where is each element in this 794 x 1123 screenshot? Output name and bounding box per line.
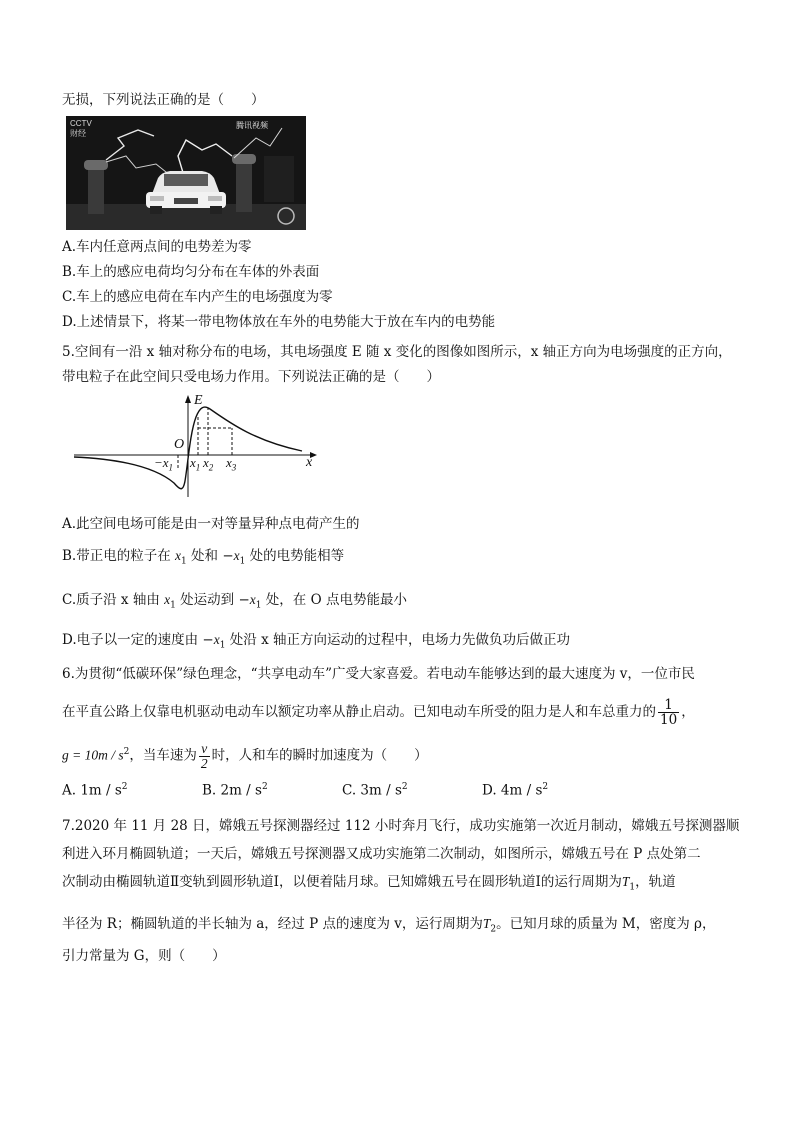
q7-t2: T: [482, 916, 491, 931]
q6-option-b-sup: 2: [261, 782, 268, 792]
q5-option-c: [62, 590, 407, 616]
q6-option-c-sup: 2: [401, 782, 408, 792]
x1-label: [190, 455, 200, 473]
q5-option-a: A.此空间电场可能是由一对等量异种点电荷产生的: [62, 516, 360, 532]
q6-line2-text: 在平直公路上仅靠电机驱动电动车以额定功率从静止启动。已知电动车所受的阻力是人和车总重力的: [62, 704, 656, 720]
q7-stem-line3: [62, 872, 676, 898]
origin-label: O: [174, 437, 185, 452]
q5-b-mid: 处和 −: [186, 548, 234, 564]
q5-d-neg-x1-sub: 1: [219, 640, 226, 651]
q5-d-neg-x1: x: [213, 632, 220, 647]
q7-line4-post: 。已知月球的质量为 M，密度为 ρ，: [496, 916, 716, 932]
q6-option-d-sup: 2: [542, 782, 549, 792]
x1-sub: 1: [195, 462, 201, 473]
q4-stem-tail: 无损，下列说法正确的是（ ）: [62, 92, 265, 108]
photo-drawing: [66, 116, 306, 230]
x2-label: [203, 455, 213, 473]
q7-t2-sub: 2: [490, 924, 497, 935]
q6-line3-post: 时，人和车的瞬时加速度为（ ）: [211, 747, 428, 764]
x1-text: x: [190, 455, 196, 470]
q4-option-b: B.车上的感应电荷均匀分布在车体的外表面: [62, 264, 320, 280]
q5-d-pre: D.电子以一定的速度由 −: [62, 632, 214, 648]
q7-t1: T: [621, 874, 630, 889]
q6-line2-end: ，: [681, 704, 695, 720]
x3-label: [226, 455, 236, 473]
q4-option-a: A.车内任意两点间的电势差为零: [62, 239, 252, 255]
q5-c-mid: 处运动到 −: [175, 592, 250, 608]
q6-frac-v: v: [199, 742, 210, 757]
q6-frac-denominator: 10: [660, 712, 678, 728]
q5-c-neg-x1-sub: 1: [255, 600, 262, 611]
q5-c-pre: C.质子沿 x 轴由: [62, 592, 165, 608]
e-x-graph-svg: [70, 393, 320, 503]
q7-stem-line5: 引力常量为 G，则（ ）: [62, 948, 226, 964]
e-x-graph: [70, 393, 320, 503]
q6-g-value: g = 10m / s: [62, 747, 124, 763]
q7-line3-post: ，轨道: [635, 874, 676, 890]
q6-options-row: [62, 782, 682, 804]
cctv-logo: [70, 119, 92, 139]
q6-option-a-text: A. 1m / s: [62, 782, 122, 799]
x-axis-label: x: [306, 455, 313, 470]
q5-option-d: [62, 630, 570, 656]
q5-c-x1: x: [164, 592, 171, 607]
q6-option-c: [342, 782, 408, 799]
q5-b-neg-x1: x: [233, 548, 240, 563]
x2-text: x: [203, 455, 209, 470]
q6-option-b-text: B. 2m / s: [202, 782, 262, 799]
q5-c-x1-sub: 1: [170, 600, 176, 611]
x3-sub: 3: [231, 462, 237, 473]
q6-stem-line2: [62, 694, 695, 730]
q5-stem-line2: 带电粒子在此空间只受电场力作用。下列说法正确的是（ ）: [62, 369, 440, 385]
q6-option-d: [482, 782, 548, 799]
q7-line4-pre: 半径为 R；椭圆轨道的半长轴为 a，经过 P 点的速度为 v，运行周期为: [62, 916, 483, 932]
q5-b-pre: B.带正电的粒子在: [62, 548, 176, 564]
q6-option-c-text: C. 3m / s: [342, 782, 402, 799]
neg-x1-sub: 1: [168, 462, 174, 473]
q6-frac-2: 2: [200, 755, 208, 771]
q6-stem-line3: [62, 734, 428, 770]
q6-option-d-text: D. 4m / s: [482, 782, 543, 799]
q5-c-neg-x1: x: [249, 592, 256, 607]
q7-line3-pre: 次制动由椭圆轨道Ⅱ变轨到圆形轨道Ⅰ，以便着陆月球。已知嫦娥五号在圆形轨道Ⅰ的运行周期为: [62, 874, 622, 890]
q6-option-b: [202, 782, 268, 799]
cctv-logo-text: CCTV: [70, 119, 92, 128]
q5-c-post: 处，在 O 点电势能最小: [261, 592, 407, 608]
q5-option-b: [62, 546, 344, 572]
q5-b-post: 处的电势能相等: [245, 548, 345, 564]
q6-stem-line1: 6.为贯彻“低碳环保”绿色理念，“共享电动车”广受大家喜爱。若电动车能够达到的最大速度为 v，一位市民: [62, 666, 695, 682]
q6-frac-numerator: 1: [658, 698, 679, 713]
q5-b-x1: x: [175, 548, 182, 563]
tencent-video-logo: 腾讯视频: [236, 121, 268, 130]
x2-sub: 2: [208, 462, 214, 473]
e-axis-arrow: [185, 395, 191, 403]
cctv-channel-text: 财经: [70, 129, 86, 138]
q6-option-a-sup: 2: [121, 782, 128, 792]
neg-x1-text: −x: [154, 455, 169, 470]
q5-b-neg-x1-sub: 1: [239, 556, 246, 567]
x3-text: x: [226, 455, 232, 470]
q5-stem-line1: 5.空间有一沿 x 轴对称分布的电场，其电场强度 E 随 x 变化的图像如图所示，x 轴正方向为电场强度的正方向，: [62, 344, 732, 360]
q7-stem-line1: 7.2020 年 11 月 28 日，嫦娥五号探测器经过 112 小时奔月飞行，成功实施第一次近月制动，嫦娥五号探测器顺: [62, 818, 740, 834]
car-faraday-cage-photo: [66, 116, 306, 230]
neg-x1-label: [154, 455, 173, 473]
q6-line3-mid: ，当车速为: [129, 747, 197, 764]
q4-option-c: C.车上的感应电荷在车内产生的电场强度为零: [62, 289, 333, 305]
q4-option-d: D.上述情景下，将某一带电物体放在车外的电势能大于放在车内的电势能: [62, 314, 496, 330]
q6-fraction-v-half: [199, 742, 210, 771]
q7-stem-line2: 利进入环月椭圆轨道；一天后，嫦娥五号探测器又成功实施第二次制动，如图所示，嫦娥五号在 P 点处第二: [62, 846, 701, 862]
q6-g-sup: 2: [123, 747, 130, 757]
q7-t1-sub: 1: [629, 882, 636, 893]
e-axis-label: E: [194, 393, 203, 408]
q6-fraction-one-tenth: [658, 698, 679, 727]
q5-d-post: 处沿 x 轴正方向运动的过程中，电场力先做负功后做正功: [225, 632, 570, 648]
q7-stem-line4: [62, 914, 715, 940]
q6-option-a: [62, 782, 128, 799]
q5-b-x1-sub: 1: [181, 556, 187, 567]
